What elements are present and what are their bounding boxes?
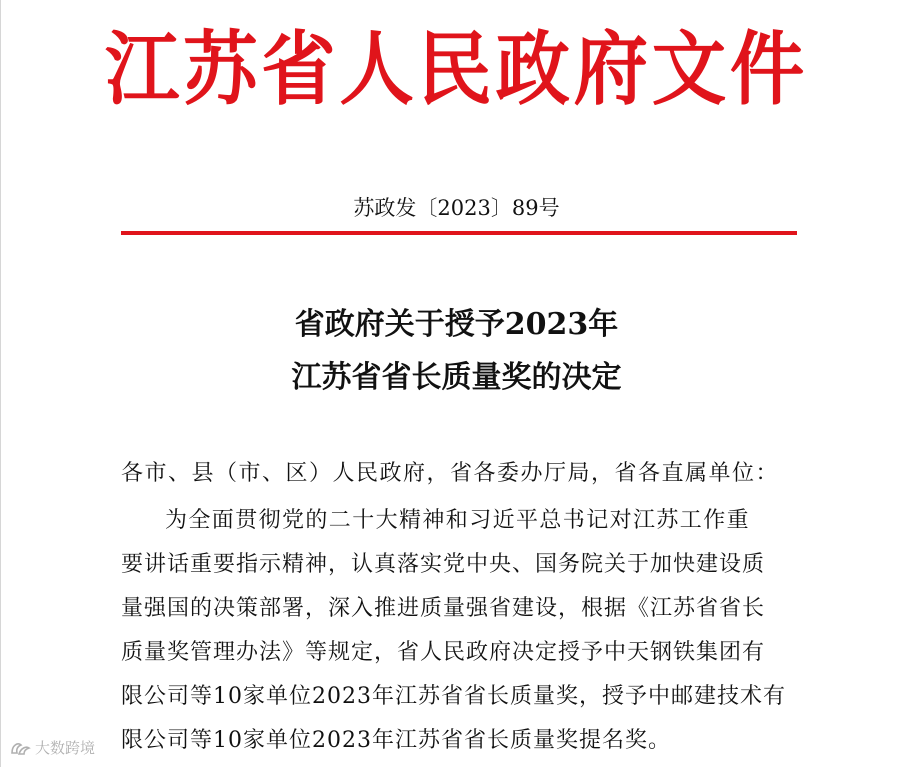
document-number: 苏政发〔2023〕89号 xyxy=(353,196,560,220)
watermark-logo-icon xyxy=(9,739,31,757)
document-masthead: 江苏省人民政府文件 xyxy=(104,23,809,116)
body-paragraph-line: 为全面贯彻党的二十大精神和习近平总书记对江苏工作重 xyxy=(165,508,751,533)
document-title-line-1: 省政府关于授予2023年 xyxy=(294,307,619,342)
body-paragraph-line: 量强国的决策部署，深入推进质量强省建设，根据《江苏省省长 xyxy=(121,596,766,621)
body-paragraph-line: 要讲话重要指示精神，认真落实党中央、国务院关于加快建设质 xyxy=(121,552,766,577)
document-title-line-2: 江苏省省长质量奖的决定 xyxy=(291,360,622,395)
document-salutation: 各市、县（市、区）人民政府，省各委办厅局，省各直属单位： xyxy=(121,461,780,486)
red-divider-line xyxy=(121,231,797,235)
watermark xyxy=(9,738,95,758)
body-paragraph-line: 限公司等10家单位2023年江苏省省长质量奖，授予中邮建技术有 xyxy=(121,684,786,709)
watermark-text: 大数跨境 xyxy=(35,739,96,757)
body-paragraph-line: 限公司等10家单位2023年江苏省省长质量奖提名奖。 xyxy=(121,728,671,753)
body-paragraph-line: 质量奖管理办法》等规定，省人民政府决定授予中天钢铁集团有 xyxy=(121,640,766,665)
